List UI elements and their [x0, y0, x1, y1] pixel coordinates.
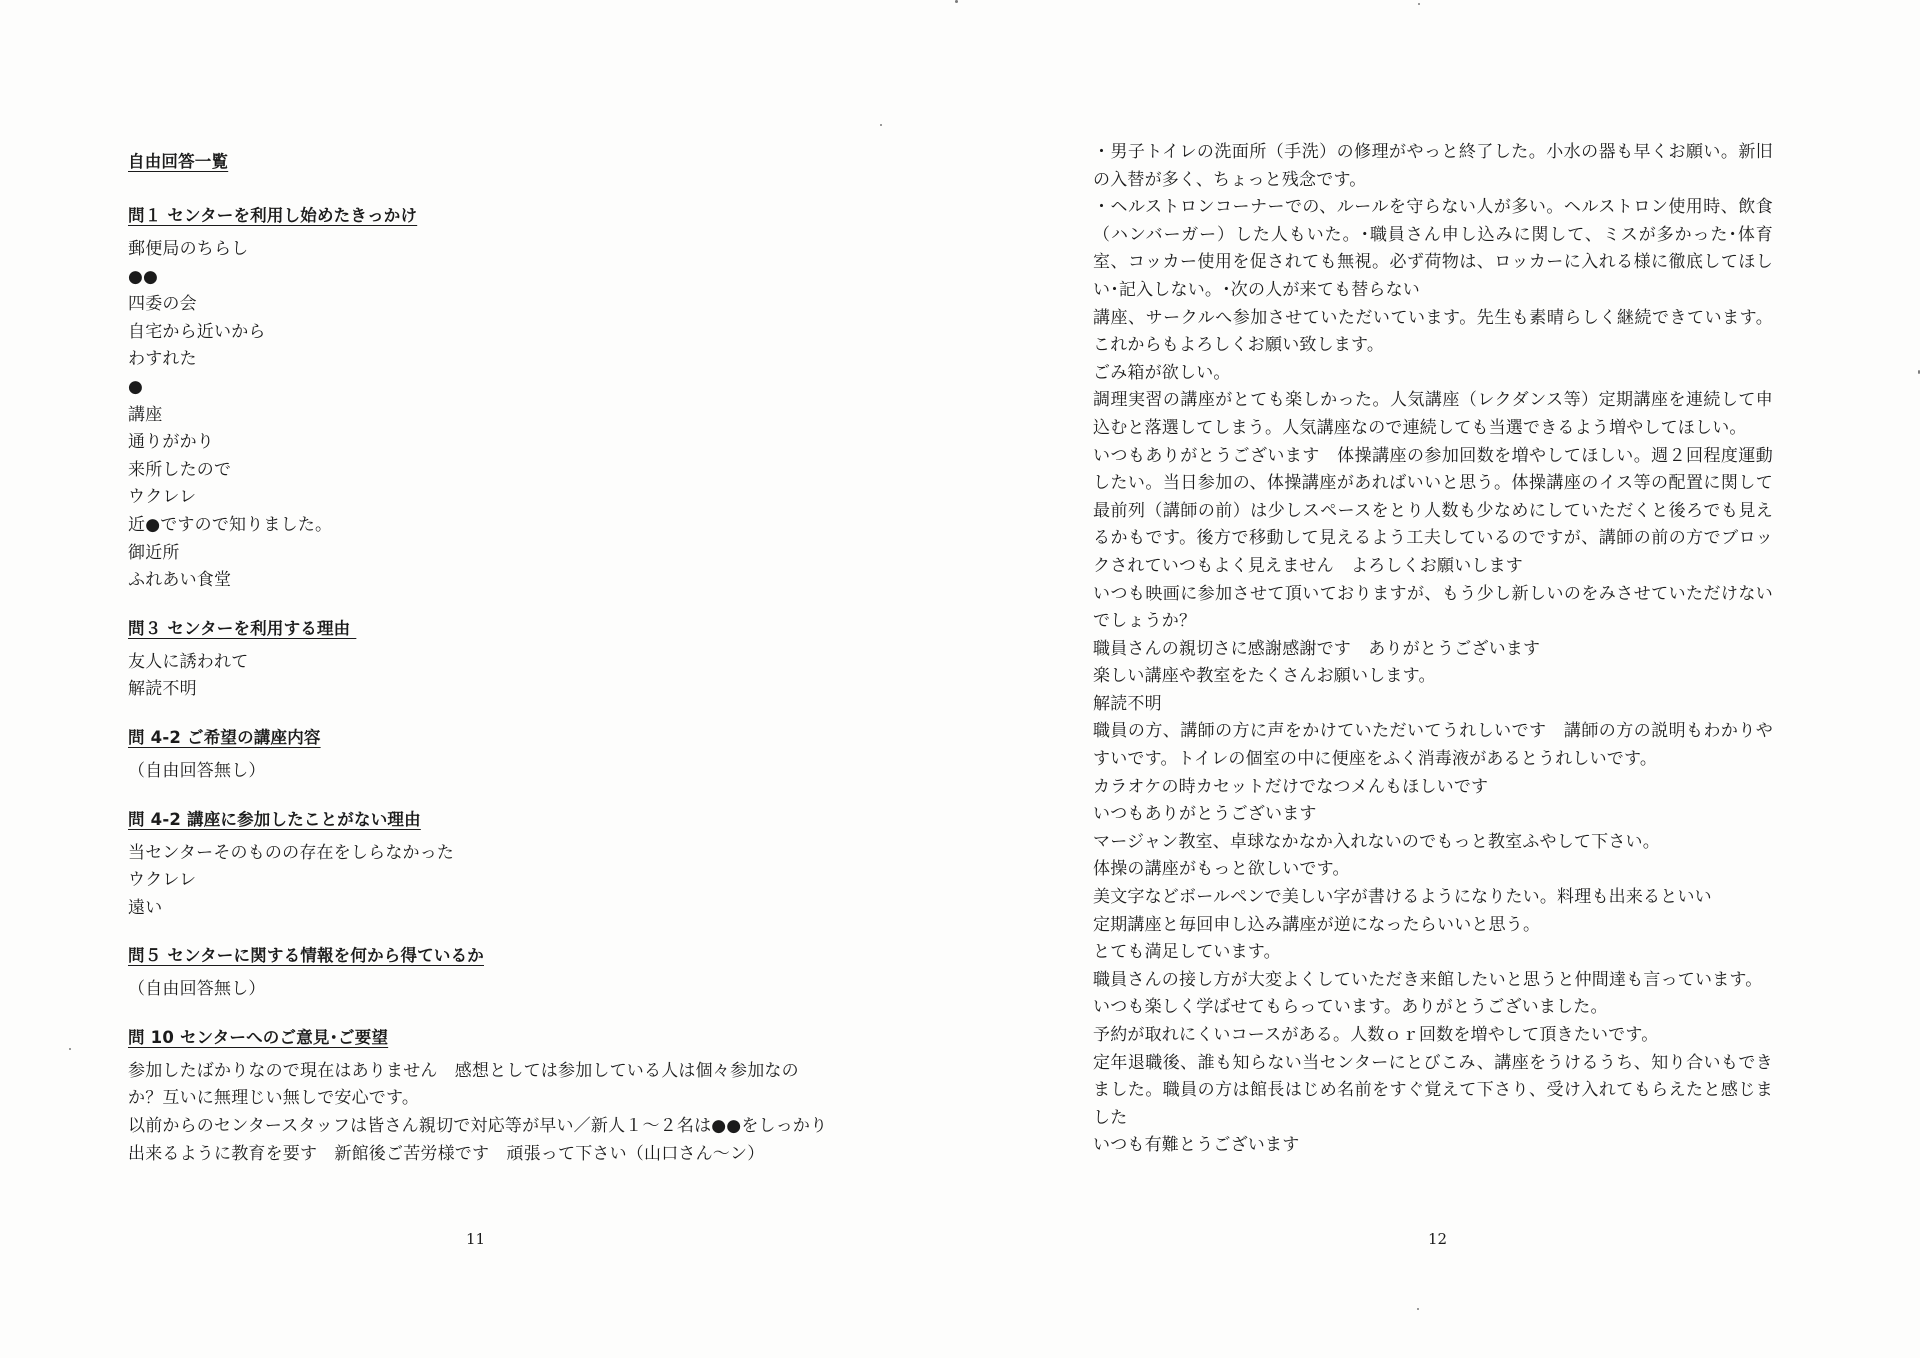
- answer-list: [128, 649, 828, 704]
- question-heading: 問 4-2 ご希望の講座内容: [128, 727, 321, 747]
- answer-item: ウクレレ: [128, 870, 197, 891]
- page-number-left: 11: [466, 1230, 486, 1248]
- comment-item: いつも楽しく学ばせてもらっています。ありがとうございました。: [1093, 997, 1608, 1018]
- scan-speck: [955, 0, 958, 3]
- answer-item: 四委の会: [128, 294, 197, 315]
- answer-item: （自由回答無し）: [128, 979, 266, 1000]
- answer-list: [128, 236, 828, 595]
- comment-item: いつもありがとうございます 体操講座の参加回数を増やしてほしい。週２回程度運動したい。当日参加の、体操講座があればいいと思う。体操講座のイス等の配置に関して最前列（講師の前）は少しスペースをとり人数も少なめにしていただくと後ろでも見えるかもです。後方で移動して見えるよう工夫しているのですが、講師の前の方でブロックされていつもよく見えません よろしくお願いします: [1093, 445, 1773, 576]
- comment-item: マージャン教室、卓球なかなか入れないのでもっと教室ふやして下さい。: [1093, 831, 1660, 852]
- answer-item: ふれあい食堂: [128, 570, 232, 591]
- comment-list: [1093, 139, 1773, 1160]
- document-title: 自由回答一覧: [128, 152, 229, 171]
- answer-item: 郵便局のちらし: [128, 239, 249, 259]
- comment-item: 定年退職後、誰も知らない当センターにとびこみ、講座をうけるうち、知り合いもできました。職員の方は館長はじめ名前をすぐ覚えて下さり、受け入れてもらえたと感じました: [1093, 1052, 1773, 1128]
- comment-item: 定期講座と毎回申し込み講座が逆になったらいいと思う。: [1093, 914, 1541, 935]
- comment-item: 解読不明: [1093, 693, 1162, 714]
- answer-item: 参加したばかりなので現在はありません 感想としては参加している人は個々参加なのか？互いに無理じい無しで安心です。: [128, 1060, 799, 1109]
- comment-item: 美文字などボールペンで美しい字が書けるようになりたい。料理も出来るといい: [1093, 887, 1712, 908]
- comment-item: 楽しい講座や教室をたくさんお願いします。: [1093, 666, 1436, 687]
- answer-item: ●: [128, 376, 144, 397]
- question-heading: 問１ センターを利用し始めたきっかけ: [128, 206, 418, 225]
- comment-item: とても満足しています。: [1093, 942, 1281, 963]
- scan-speck: [69, 1048, 71, 1050]
- answer-list: [128, 976, 828, 1004]
- answer-item: わすれた: [128, 349, 197, 370]
- comment-item: 職員さんの親切さに感謝感謝です ありがとうございます: [1093, 638, 1541, 659]
- left-page-column: [128, 148, 828, 1188]
- comment-item: ごみ箱が欲しい。: [1093, 362, 1231, 383]
- question-sections: [128, 202, 828, 1168]
- question-heading: 問３ センターを利用する理由: [128, 618, 357, 638]
- answer-item: 友人に誘われて: [128, 651, 249, 672]
- comment-item: いつも映画に参加させて頂いておりますが、もう少し新しいのをみさせていただけないでしょうか？: [1093, 583, 1773, 632]
- answer-list: [128, 840, 828, 923]
- comment-item: 調理実習の講座がとても楽しかった。人気講座（レクダンス等）定期講座を連続して申込むと落選してしまう。人気講座なので連続しても当選できるよう増やしてほしい。: [1093, 390, 1773, 438]
- comment-item: カラオケの時カセットだけでなつメんもほしいです: [1093, 776, 1489, 797]
- comment-item: いつもありがとうございます: [1093, 804, 1317, 825]
- answer-item: 解読不明: [128, 679, 197, 700]
- comment-item: 体操の講座がもっと欲しいです。: [1093, 859, 1350, 880]
- answer-list: [128, 758, 828, 786]
- comment-item: 職員の方、講師の方に声をかけていただいてうれしいです 講師の方の説明もわかりやすいです。トイレの個室の中に便座をふく消毒液があるとうれしいです。: [1093, 721, 1773, 770]
- right-page: [960, 0, 1920, 1358]
- answer-item: 遠い: [128, 897, 163, 918]
- answer-item: （自由回答無し）: [128, 760, 266, 781]
- question-heading: 問 10 センターへのご意見･ご要望: [128, 1027, 389, 1047]
- answer-item: 通りがかり: [128, 432, 214, 453]
- comment-item: いつも有難とうございます: [1093, 1135, 1300, 1156]
- comment-item: ・男子トイレの洗面所（手洗）の修理がやっと終了した。小水の器も早くお願い。新旧の入替が多く、ちょっと残念です。: [1093, 142, 1773, 190]
- answer-item: 自宅から近いから: [128, 321, 266, 342]
- answer-item: 講座: [128, 404, 163, 425]
- answer-item: 御近所: [128, 542, 180, 563]
- answer-list: [128, 1058, 828, 1168]
- answer-item: 当センターそのものの存在をしらなかった: [128, 842, 455, 863]
- scan-speck: [1417, 1308, 1419, 1310]
- answer-item: ウクレレ: [128, 487, 197, 508]
- answer-item: 来所したので: [128, 459, 232, 480]
- answer-item: 以前からのセンタースタッフは皆さん親切で対応等が早い／新人１～２名は●●をしっかり出来るように教育を要す 新館後ご苦労様です 頑張って下さい（山口さん～ン）: [128, 1116, 828, 1164]
- right-page-column: [1093, 139, 1773, 1160]
- answer-item: ●●: [128, 266, 159, 287]
- question-heading: 問 4-2 講座に参加したことがない理由: [128, 809, 421, 829]
- scan-speck: [880, 124, 882, 126]
- comment-item: 職員さんの接し方が大変よくしていただき来館したいと思うと仲間達も言っています。: [1093, 969, 1763, 990]
- answer-item: 近●ですので知りました。: [128, 514, 333, 535]
- comment-item: ・ヘルストロンコーナーでの、ルールを守らない人が多い。ヘルストロン使用時、飲食（ハンバーガー）した人もいた。･職員さん申し込みに関して、ミスが多かった･体育室、コッカー使用を促されても無視。必ず荷物は、ロッカーに入れる様に徹底してほしい･記入しない。･次の人が来ても替らない: [1093, 197, 1773, 300]
- comment-item: 講座、サークルへ参加させていただいています。先生も素晴らしく継続できています。これからもよろしくお願い致します。: [1093, 307, 1773, 356]
- page-number-right: 12: [1428, 1230, 1448, 1248]
- scan-speck: [1418, 3, 1420, 5]
- comment-item: 予約が取れにくいコースがある。人数ｏｒ回数を増やして頂きたいです。: [1093, 1025, 1659, 1045]
- question-heading: 問５ センターに関する情報を何から得ているか: [128, 946, 484, 966]
